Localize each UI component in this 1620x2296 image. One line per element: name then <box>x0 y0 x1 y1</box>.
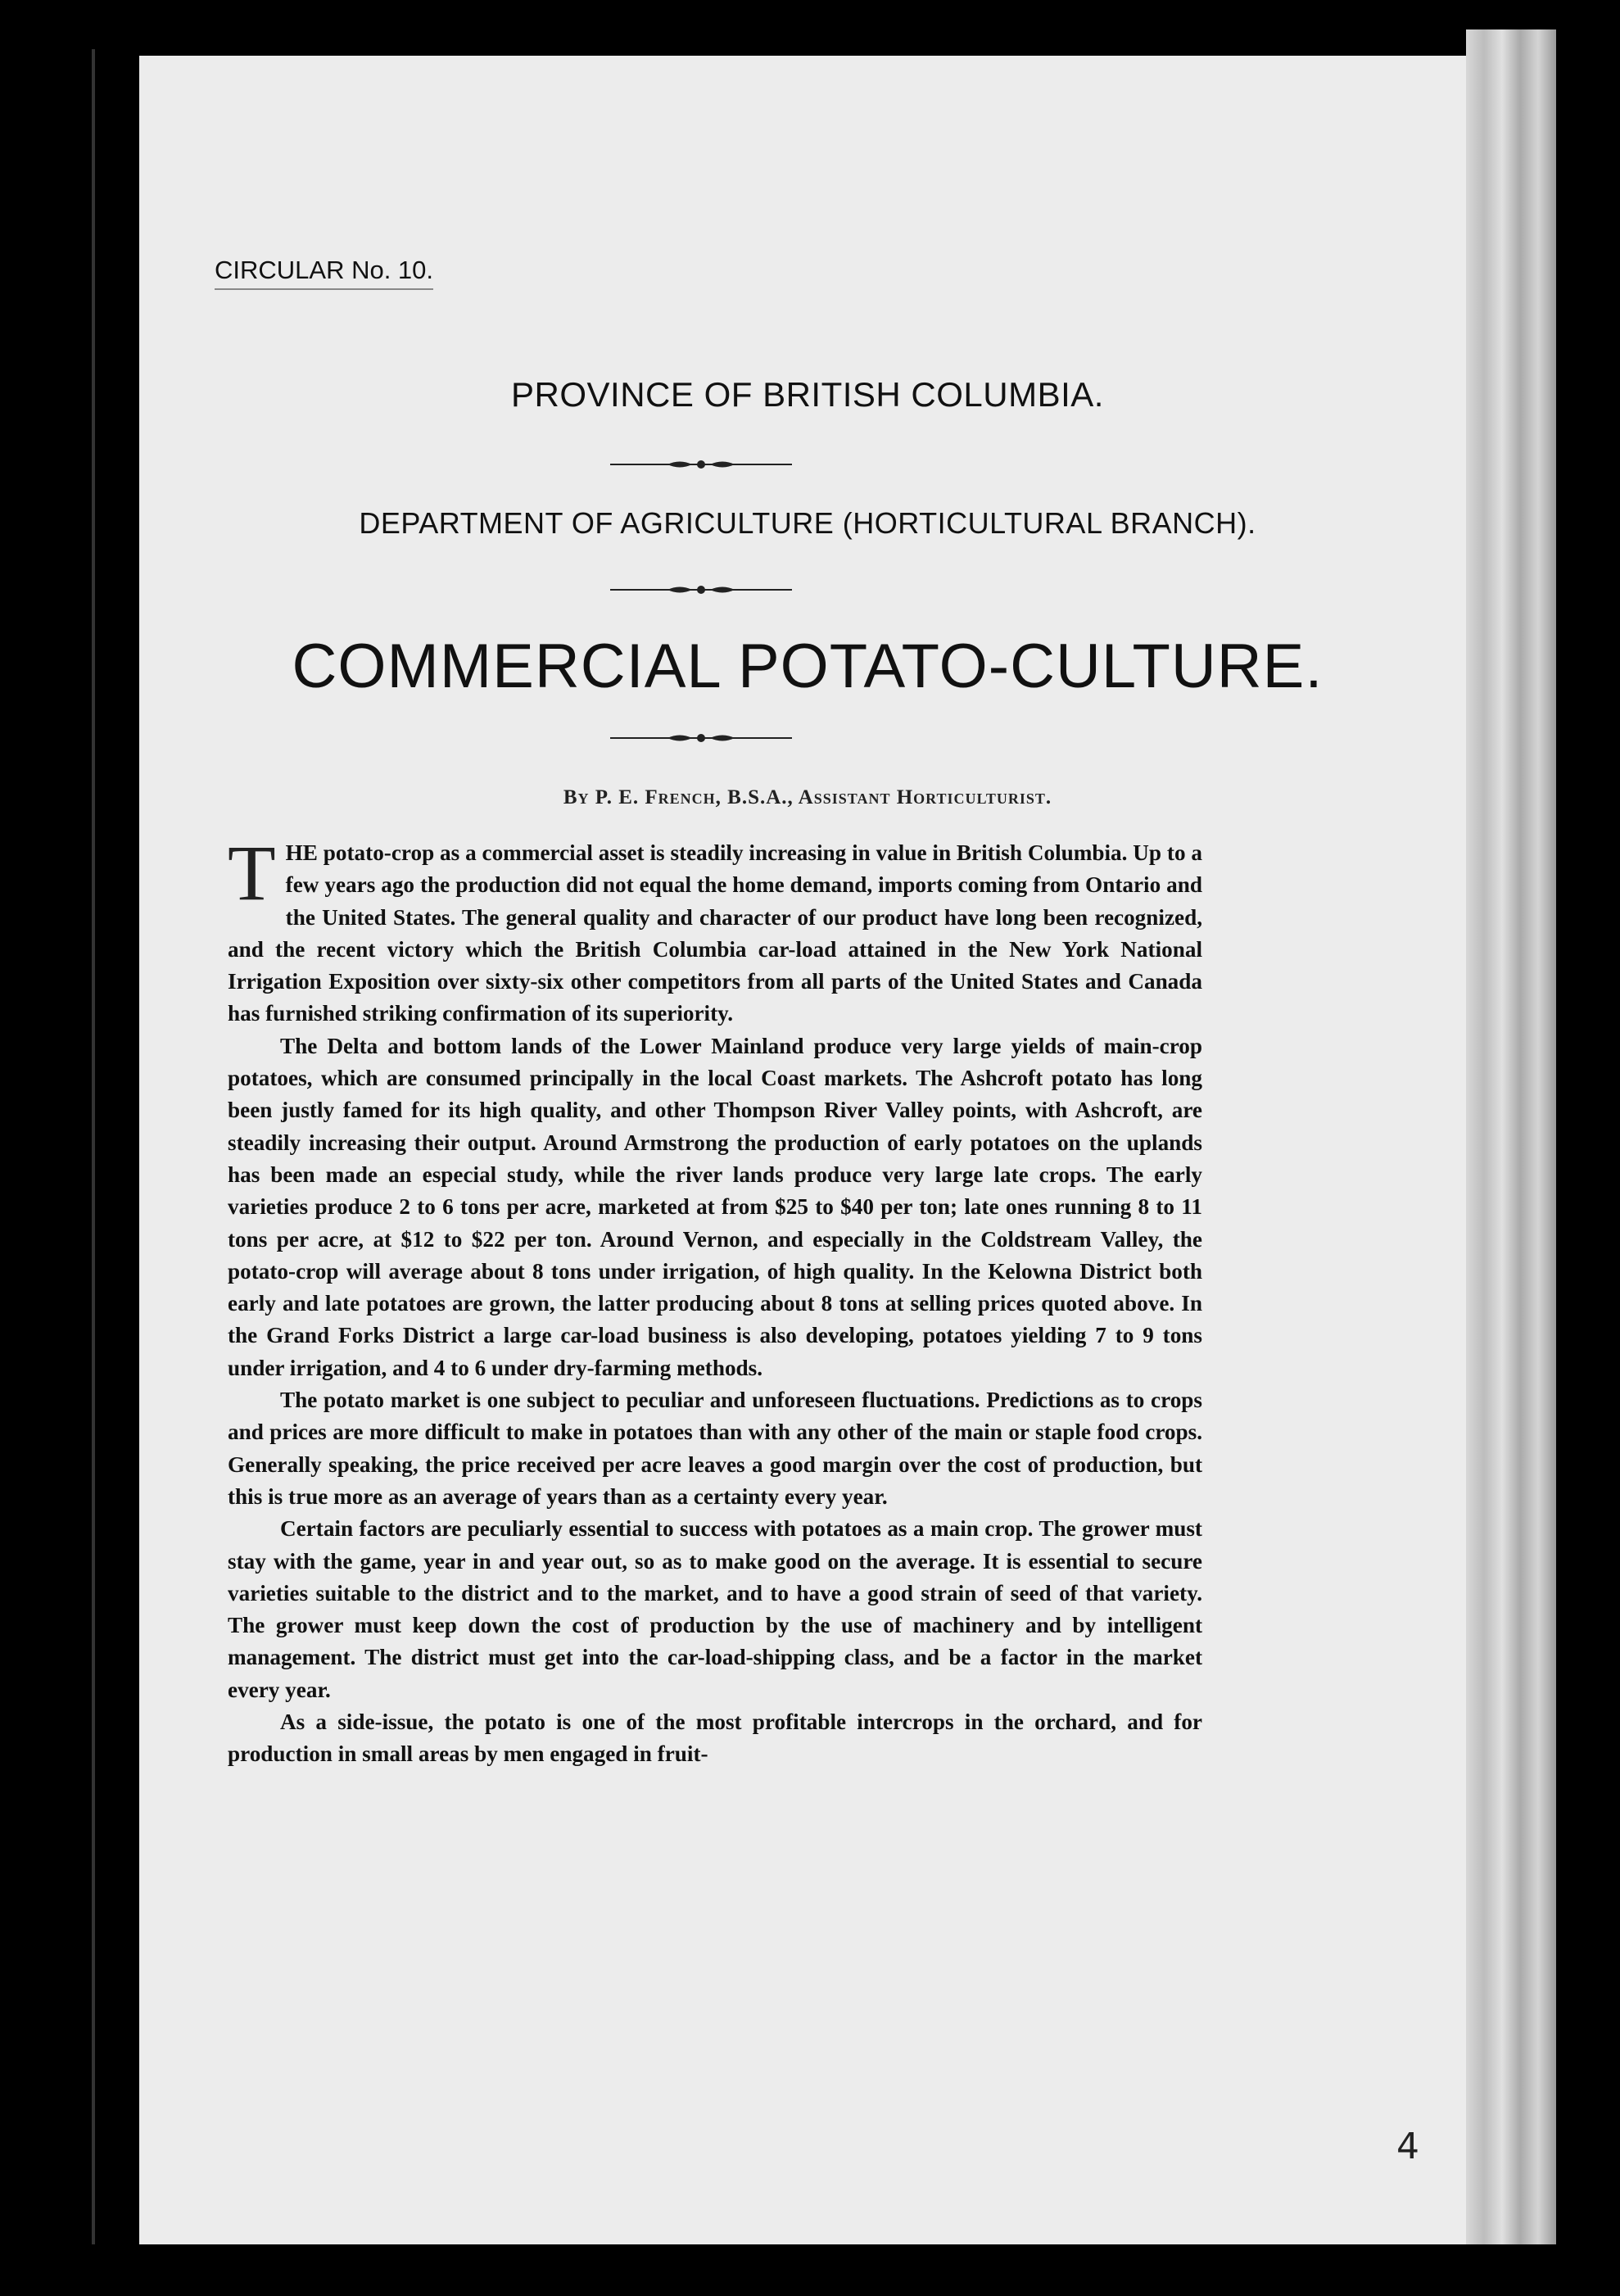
circular-number: CIRCULAR No. 10. <box>215 256 433 290</box>
article-body <box>228 829 1202 1771</box>
left-margin-line <box>92 49 95 2244</box>
paragraph: The potato market is one subject to peculiar and unforeseen fluctuations. Predictions as to crops and prices are more difficult to make in potatoes than with any other of the main or staple food crops. Generally speaking, the price received per acre leaves a good margin over the cost of production, but this is true more as an average of years than as a certainty every year. <box>228 1388 1202 1509</box>
ornament-divider <box>610 456 792 473</box>
author-byline: By P. E. French, B.S.A., Assistant Horticulturist. <box>563 786 1052 808</box>
province-heading: PROVINCE OF BRITISH COLUMBIA. <box>511 375 1104 414</box>
page-edge <box>1466 29 1556 2244</box>
department-heading: DEPARTMENT OF AGRICULTURE (HORTICULTURAL BRANCH). <box>359 506 1256 540</box>
paragraph <box>228 829 1202 1030</box>
paragraph: Certain factors are peculiarly essential to success with potatoes as a main crop. The grower must stay with the game, year in and year out, so as to make good on the average. It is essential to secure varieties suitable to the district and to the market, and to have a good strain of seed of that variety. The grower must keep down the cost of production by the use of machinery and by intelligent management. The district must get into the car-load-shipping class, and be a factor in the market every year. <box>228 1516 1202 1702</box>
page-number: 4 <box>1396 2126 1419 2167</box>
drop-cap: T <box>228 829 276 917</box>
paragraph: As a side-issue, the potato is one of the most profitable intercrops in the orchard, and for production in small areas by men engaged in fruit- <box>228 1710 1202 1767</box>
paragraph-text: HE potato-crop as a commercial asset is steadily increasing in value in British Columbia. Up to a few years ago the production did not equal the home demand, imports coming from Ontario and the United States. The general quality and character of our product have long been recognized, and the recent victory which the British Columbia car-load attained in the New York National Irrigation Exposition over sixty-six other competitors from all parts of the United States and Canada has furnished striking confirmation of its superiority. <box>228 840 1202 1026</box>
paragraph: The Delta and bottom lands of the Lower Mainland produce very large yields of main-crop potatoes, which are consumed principally in the local Coast markets. The Ashcroft potato has long been justly famed for its high quality, and other Thompson River Valley points, with Ashcroft, are steadily increasing their output. Around Armstrong the production of early potatoes on the uplands has been made an especial study, while the river lands produce very large late crops. The early varieties produce 2 to 6 tons per acre, marketed at from $25 to $40 per ton; late ones running 8 to 11 tons per acre, at $12 to $22 per ton. Around Vernon, and especially in the Coldstream Valley, the potato-crop will average about 8 tons under irrigation, of high quality. In the Kelowna District both early and late potatoes are grown, the latter producing about 8 tons at selling prices quoted above. In the Grand Forks District a large car-load business is also developing, potatoes yielding 7 to 9 tons under irrigation, and 4 to 6 under dry-farming methods. <box>228 1033 1202 1380</box>
document-title: COMMERCIAL POTATO-CULTURE. <box>292 632 1324 701</box>
ornament-divider <box>610 582 792 598</box>
ornament-divider <box>610 730 792 746</box>
